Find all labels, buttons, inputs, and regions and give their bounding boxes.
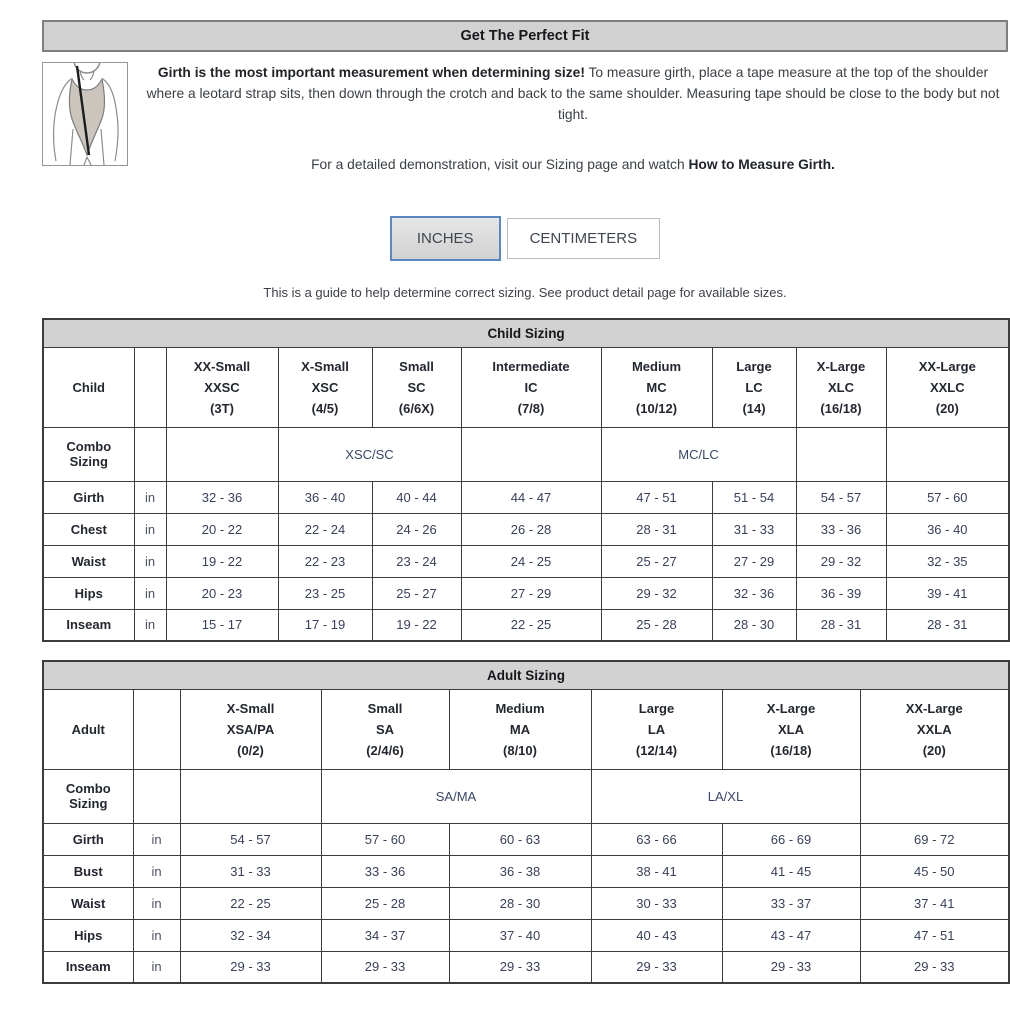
unit-cell: in [133, 823, 180, 855]
size-range-cell: 19 - 22 [166, 545, 278, 577]
measurement-row-label: Girth [43, 823, 133, 855]
size-column-header [601, 347, 712, 427]
size-range-cell: 27 - 29 [461, 577, 601, 609]
size-code: XSC [311, 379, 339, 395]
size-range-cell: 29 - 33 [180, 951, 321, 983]
table-title: Adult Sizing [43, 661, 1009, 689]
size-code: LC [745, 379, 763, 395]
measurement-row-label: Chest [43, 513, 134, 545]
size-range-cell: 29 - 33 [321, 951, 449, 983]
size-range-cell: 25 - 28 [321, 887, 449, 919]
demo-note [42, 157, 1008, 172]
size-range-cell: 28 - 30 [449, 887, 591, 919]
centimeters-button[interactable]: CENTIMETERS [507, 218, 661, 259]
size-code: XXLA [916, 721, 952, 737]
size-range-cell: 36 - 39 [796, 577, 886, 609]
size-name: XX-Large [918, 358, 976, 374]
size-column-header [372, 347, 461, 427]
size-range: (3T) [210, 400, 234, 416]
size-range-cell: 43 - 47 [722, 919, 860, 951]
size-column-header [278, 347, 372, 427]
measurement-row-label: Waist [43, 545, 134, 577]
size-column-header [461, 347, 601, 427]
combo-sizing-cell [796, 427, 886, 481]
size-range-cell: 28 - 31 [886, 609, 1009, 641]
size-range-cell: 28 - 31 [601, 513, 712, 545]
measurement-row-label: Hips [43, 919, 133, 951]
size-range: (10/12) [635, 400, 678, 416]
size-code: XLA [778, 721, 804, 737]
size-range-cell: 37 - 40 [449, 919, 591, 951]
size-code: XLC [828, 379, 854, 395]
size-range-cell: 38 - 41 [591, 855, 722, 887]
inches-button[interactable]: INCHES [390, 216, 501, 261]
measurement-row [43, 481, 1009, 513]
sizing-guide-page [42, 20, 1008, 984]
table-row-header-label: Child [43, 347, 134, 427]
size-name: Intermediate [492, 358, 570, 374]
measurement-row [43, 855, 1009, 887]
size-name: Medium [631, 358, 682, 374]
size-range-cell: 47 - 51 [860, 919, 1009, 951]
size-name: X-Large [816, 358, 866, 374]
size-range-cell: 57 - 60 [886, 481, 1009, 513]
size-range-cell: 27 - 29 [712, 545, 796, 577]
size-range-cell: 19 - 22 [372, 609, 461, 641]
measurement-row [43, 545, 1009, 577]
size-range-cell: 60 - 63 [449, 823, 591, 855]
measurement-row [43, 951, 1009, 983]
size-range: (16/18) [770, 742, 812, 758]
size-range-cell: 41 - 45 [722, 855, 860, 887]
size-name: Large [638, 700, 675, 716]
size-range-cell: 29 - 33 [591, 951, 722, 983]
size-range-cell: 28 - 30 [712, 609, 796, 641]
size-range-cell: 33 - 36 [796, 513, 886, 545]
size-name: Medium [495, 700, 545, 716]
size-range-cell: 25 - 27 [372, 577, 461, 609]
unit-cell: in [134, 577, 166, 609]
unit-cell: in [133, 919, 180, 951]
size-range-cell: 40 - 43 [591, 919, 722, 951]
demo-note-text: For a detailed demonstration, visit our Sizing page and watch [311, 157, 689, 172]
size-range-cell: 31 - 33 [180, 855, 321, 887]
measurement-row [43, 609, 1009, 641]
size-code: SA [375, 721, 395, 737]
size-range-cell: 22 - 25 [461, 609, 601, 641]
unit-cell: in [133, 855, 180, 887]
size-range-cell: 37 - 41 [860, 887, 1009, 919]
size-range-cell: 17 - 19 [278, 609, 372, 641]
size-range-cell: 30 - 33 [591, 887, 722, 919]
size-range-cell: 63 - 66 [591, 823, 722, 855]
combo-sizing-cell [166, 427, 278, 481]
demo-note-bold: How to Measure Girth. [688, 157, 835, 172]
size-range-cell: 24 - 25 [461, 545, 601, 577]
size-code: SC [407, 379, 426, 395]
size-range-cell: 20 - 22 [166, 513, 278, 545]
size-code: MA [509, 721, 531, 737]
intro-section [42, 62, 1008, 172]
size-column-header [722, 689, 860, 769]
page-title: Get The Perfect Fit [42, 20, 1008, 52]
unit-toggle [42, 172, 1008, 261]
size-name: X-Small [301, 358, 349, 374]
combo-sizing-cell [860, 769, 1009, 823]
size-range-cell: 36 - 40 [886, 513, 1009, 545]
unit-header-cell [134, 347, 166, 427]
unit-cell: in [134, 609, 166, 641]
measurement-row-label: Bust [43, 855, 133, 887]
size-range: (2/4/6) [366, 742, 404, 758]
size-name: X-Small [226, 700, 275, 716]
size-range-cell: 20 - 23 [166, 577, 278, 609]
size-range-cell: 33 - 36 [321, 855, 449, 887]
girth-instructions [42, 62, 1008, 125]
size-range-cell: 36 - 40 [278, 481, 372, 513]
size-range-cell: 23 - 24 [372, 545, 461, 577]
size-range: (14) [742, 400, 766, 416]
measurement-row [43, 919, 1009, 951]
size-name: Small [399, 358, 434, 374]
size-range-cell: 36 - 38 [449, 855, 591, 887]
size-range-cell: 29 - 33 [860, 951, 1009, 983]
size-column-header [860, 689, 1009, 769]
unit-cell [134, 427, 166, 481]
size-range-cell: 26 - 28 [461, 513, 601, 545]
size-range: (8/10) [503, 742, 537, 758]
measurement-row [43, 513, 1009, 545]
size-range-cell: 57 - 60 [321, 823, 449, 855]
combo-sizing-cell [886, 427, 1009, 481]
size-range-cell: 29 - 33 [722, 951, 860, 983]
size-range-cell: 32 - 35 [886, 545, 1009, 577]
size-range-cell: 32 - 36 [712, 577, 796, 609]
size-range-cell: 31 - 33 [712, 513, 796, 545]
size-range-cell: 22 - 25 [180, 887, 321, 919]
size-range-cell: 29 - 33 [449, 951, 591, 983]
size-range-cell: 32 - 36 [166, 481, 278, 513]
size-range-cell: 22 - 23 [278, 545, 372, 577]
child-sizing-table [42, 318, 1010, 642]
size-range: (0/2) [237, 742, 264, 758]
unit-header-cell [133, 689, 180, 769]
size-code: XXSC [204, 379, 240, 395]
size-range-cell: 28 - 31 [796, 609, 886, 641]
size-code: IC [524, 379, 538, 395]
guide-note: This is a guide to help determine correct sizing. See product detail page for available sizes. [263, 285, 787, 300]
size-range-cell: 45 - 50 [860, 855, 1009, 887]
combo-sizing-cell: LA/XL [591, 769, 860, 823]
size-range-cell: 15 - 17 [166, 609, 278, 641]
combo-sizing-label: Combo Sizing [43, 427, 134, 481]
size-range: (6/6X) [398, 400, 435, 416]
unit-cell [133, 769, 180, 823]
girth-instructions-bold: Girth is the most important measurement when determining size! [157, 65, 585, 80]
size-column-header [712, 347, 796, 427]
size-column-header [166, 347, 278, 427]
measurement-row [43, 887, 1009, 919]
unit-cell: in [134, 513, 166, 545]
size-range-cell: 54 - 57 [796, 481, 886, 513]
table-row-header-label: Adult [43, 689, 133, 769]
combo-sizing-label: Combo Sizing [43, 769, 133, 823]
size-range: (20) [935, 400, 959, 416]
size-name: Small [367, 700, 403, 716]
measurement-row [43, 823, 1009, 855]
measurement-row-label: Hips [43, 577, 134, 609]
size-range: (4/5) [311, 400, 339, 416]
table-title: Child Sizing [43, 319, 1009, 347]
size-range-cell: 23 - 25 [278, 577, 372, 609]
measurement-row [43, 577, 1009, 609]
size-range-cell: 69 - 72 [860, 823, 1009, 855]
size-column-header [180, 689, 321, 769]
size-name: XX-Small [193, 358, 251, 374]
size-range-cell: 54 - 57 [180, 823, 321, 855]
measurement-row-label: Girth [43, 481, 134, 513]
size-range-cell: 22 - 24 [278, 513, 372, 545]
unit-cell: in [133, 951, 180, 983]
size-column-header [449, 689, 591, 769]
size-range-cell: 34 - 37 [321, 919, 449, 951]
size-column-header [796, 347, 886, 427]
size-range-cell: 24 - 26 [372, 513, 461, 545]
size-code: XXLC [929, 379, 965, 395]
size-column-header [321, 689, 449, 769]
size-range: (20) [922, 742, 946, 758]
size-code: LA [647, 721, 666, 737]
size-column-header [886, 347, 1009, 427]
size-code: MC [646, 379, 667, 395]
size-range-cell: 47 - 51 [601, 481, 712, 513]
measurement-row-label: Inseam [43, 951, 133, 983]
unit-cell: in [134, 545, 166, 577]
unit-cell: in [133, 887, 180, 919]
size-name: XX-Large [905, 700, 963, 716]
size-name: X-Large [766, 700, 816, 716]
girth-instructions-rest: To measure girth, place a tape measure at the top of the shoulder where a leotard strap sits, then down through the crotch and back to the same shoulder. Measuring tape should be close to the body but not tight. [146, 65, 1000, 122]
size-range-cell: 44 - 47 [461, 481, 601, 513]
size-range-cell: 32 - 34 [180, 919, 321, 951]
size-range-cell: 25 - 27 [601, 545, 712, 577]
combo-sizing-cell [461, 427, 601, 481]
size-range-cell: 66 - 69 [722, 823, 860, 855]
size-code: XSA/PA [226, 721, 275, 737]
combo-sizing-cell [180, 769, 321, 823]
adult-sizing-table [42, 660, 1010, 984]
measurement-row-label: Waist [43, 887, 133, 919]
combo-sizing-cell: XSC/SC [278, 427, 461, 481]
size-range: (16/18) [820, 400, 862, 416]
size-range-cell: 29 - 32 [796, 545, 886, 577]
size-range: (12/14) [635, 742, 678, 758]
size-range-cell: 25 - 28 [601, 609, 712, 641]
size-range: (7/8) [517, 400, 545, 416]
leotard-girth-diagram-icon [42, 62, 128, 166]
unit-cell: in [134, 481, 166, 513]
size-range-cell: 51 - 54 [712, 481, 796, 513]
size-name: Large [736, 358, 772, 374]
size-range-cell: 40 - 44 [372, 481, 461, 513]
size-range-cell: 29 - 32 [601, 577, 712, 609]
combo-sizing-cell: SA/MA [321, 769, 591, 823]
combo-sizing-cell: MC/LC [601, 427, 796, 481]
size-range-cell: 33 - 37 [722, 887, 860, 919]
measurement-row-label: Inseam [43, 609, 134, 641]
size-range-cell: 39 - 41 [886, 577, 1009, 609]
size-column-header [591, 689, 722, 769]
